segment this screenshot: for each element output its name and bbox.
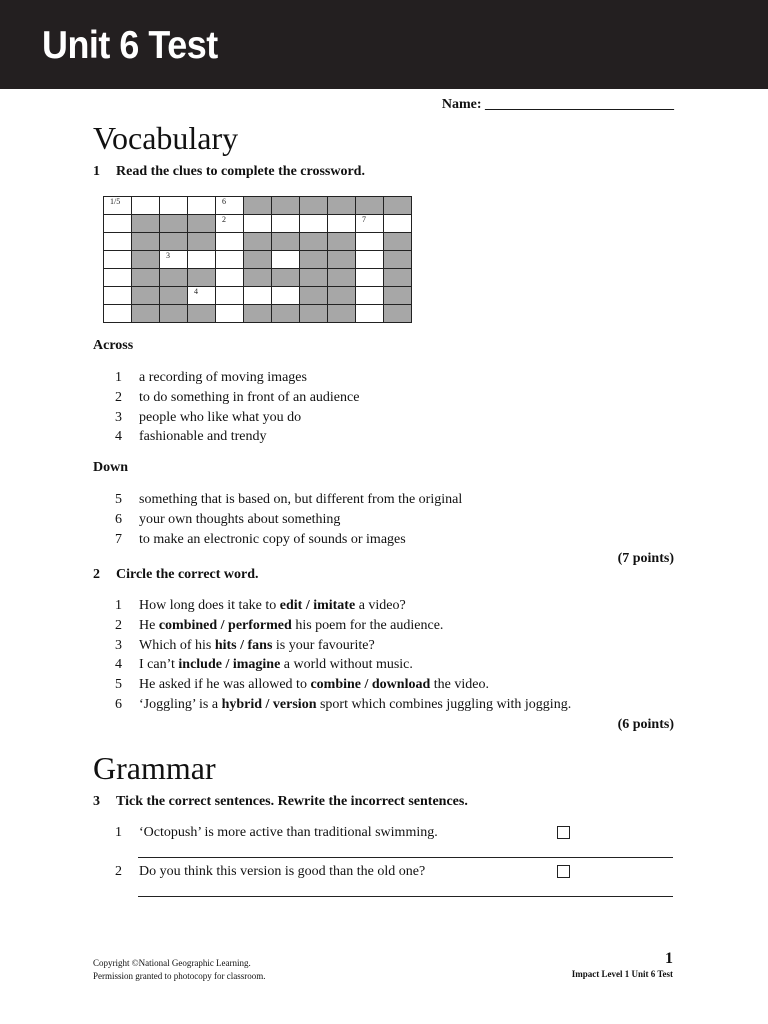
across-clue-number: 2 [115, 389, 122, 405]
crossword-block [188, 269, 216, 287]
circle-word-item [115, 636, 571, 656]
crossword-block [132, 233, 160, 251]
crossword-block [384, 197, 412, 215]
crossword-cell[interactable] [216, 215, 244, 233]
crossword-cell[interactable] [216, 233, 244, 251]
item-number: 6 [115, 696, 122, 712]
across-clue-text: to do something in front of an audience [139, 389, 360, 405]
sentence-after: is your favourite? [272, 637, 375, 653]
crossword-block [328, 233, 356, 251]
crossword-cell[interactable] [216, 197, 244, 215]
item-number: 4 [115, 657, 122, 673]
crossword-cell[interactable] [356, 305, 384, 323]
across-clue [115, 408, 359, 428]
crossword-cell[interactable] [384, 215, 412, 233]
crossword-clue-number: 7 [362, 215, 366, 224]
answer-line[interactable] [138, 857, 673, 858]
crossword-block [272, 269, 300, 287]
crossword-block [132, 305, 160, 323]
crossword-cell[interactable] [216, 305, 244, 323]
circle-word-item [115, 655, 571, 675]
grammar-item-number: 1 [115, 825, 122, 840]
crossword-cell[interactable] [300, 215, 328, 233]
crossword-cell[interactable] [356, 251, 384, 269]
crossword-clue-number: 3 [166, 251, 170, 260]
sentence-after: the video. [430, 677, 489, 693]
sentence-after: his poem for the audience. [291, 617, 444, 633]
down-heading: Down [93, 460, 129, 475]
down-clue [115, 510, 462, 530]
crossword-block [188, 305, 216, 323]
item-number: 3 [115, 637, 122, 653]
grammar-item-number: 2 [115, 864, 122, 879]
crossword-block [160, 233, 188, 251]
exercise-2-instruction: Circle the correct word. [116, 567, 259, 582]
down-clue-number: 5 [115, 492, 122, 507]
crossword-block [300, 269, 328, 287]
crossword-clue-number: 1/5 [110, 197, 121, 206]
crossword-block [328, 287, 356, 305]
copyright-text: Copyright ©National Geographic Learning. [93, 958, 251, 968]
word-choice[interactable]: include / imagine [178, 657, 281, 673]
sentence-before: How long does it take to [139, 598, 280, 613]
permission-text: Permission granted to photocopy for classroom. [93, 970, 266, 981]
crossword-cell[interactable] [160, 251, 188, 269]
circle-word-item [115, 675, 571, 695]
crossword-cell[interactable] [188, 251, 216, 269]
crossword-cell[interactable] [132, 197, 160, 215]
across-clue [115, 388, 359, 408]
exercise-2-title [93, 567, 259, 583]
across-clue-number: 4 [115, 429, 122, 445]
crossword-cell[interactable] [104, 287, 132, 305]
answer-line[interactable] [138, 896, 673, 897]
crossword-block [328, 305, 356, 323]
grammar-item [115, 864, 425, 880]
sentence-before: Which of his [139, 637, 215, 653]
sentence-before: He asked if he was allowed to [139, 677, 311, 693]
crossword-cell[interactable] [104, 233, 132, 251]
crossword-grid [103, 196, 412, 323]
crossword-cell[interactable] [104, 215, 132, 233]
crossword-cell[interactable] [356, 269, 384, 287]
title-banner [0, 0, 768, 89]
crossword-cell[interactable] [328, 215, 356, 233]
exercise-3-title [93, 794, 468, 810]
crossword-cell[interactable] [272, 251, 300, 269]
crossword-cell[interactable] [160, 197, 188, 215]
test-label: Impact Level 1 Unit 6 Test [571, 969, 673, 979]
crossword-block [384, 305, 412, 323]
crossword-block [132, 251, 160, 269]
sentence-before: I can’t [139, 657, 179, 673]
word-choice[interactable]: hybrid / version [221, 696, 317, 712]
crossword-block [328, 197, 356, 215]
tick-checkbox[interactable] [557, 865, 570, 878]
name-field: Name: ___________________________ [441, 97, 674, 112]
footer-copyright [93, 957, 265, 982]
tick-checkbox[interactable] [557, 826, 570, 839]
exercise-1-points: (7 points) [617, 551, 674, 566]
crossword-block [244, 305, 272, 323]
grammar-heading: Grammar [93, 750, 216, 786]
exercise-1-instruction: Read the clues to complete the crossword. [116, 164, 365, 179]
crossword-cell[interactable] [188, 287, 216, 305]
circle-word-item [115, 596, 571, 616]
across-clue-number: 3 [115, 409, 122, 425]
word-choice[interactable]: combine / download [310, 677, 431, 693]
crossword-cell[interactable] [356, 287, 384, 305]
across-clue-text: people who like what you do [139, 409, 302, 425]
sentence-after: a world without music. [280, 657, 413, 673]
crossword-cell[interactable] [104, 269, 132, 287]
across-heading: Across [93, 338, 134, 353]
crossword-block [356, 197, 384, 215]
crossword-block [160, 305, 188, 323]
crossword-block [300, 233, 328, 251]
crossword-block [384, 233, 412, 251]
item-number: 1 [115, 598, 122, 613]
crossword-cell[interactable] [216, 251, 244, 269]
crossword-cell[interactable] [244, 215, 272, 233]
down-clue [115, 490, 462, 510]
word-choice[interactable]: hits / fans [214, 637, 273, 653]
exercise-2-list [115, 596, 571, 715]
exercise-2-points: (6 points) [617, 717, 674, 732]
down-clue-number: 7 [115, 531, 122, 547]
crossword-block [188, 233, 216, 251]
across-clue-list [115, 368, 359, 447]
crossword-cell[interactable] [272, 215, 300, 233]
crossword-block [132, 215, 160, 233]
crossword-block [300, 305, 328, 323]
word-choice[interactable]: combined / performed [158, 617, 292, 633]
crossword-block [272, 233, 300, 251]
crossword-cell[interactable] [244, 287, 272, 305]
down-clue [115, 530, 462, 550]
circle-word-item [115, 695, 571, 715]
crossword-block [160, 287, 188, 305]
down-clue-text: something that is based on, but different from the original [139, 492, 463, 507]
crossword-block [244, 197, 272, 215]
across-clue [115, 368, 359, 388]
crossword-cell[interactable] [188, 197, 216, 215]
crossword-block [132, 269, 160, 287]
page-title: Unit 6 Test [42, 24, 218, 67]
sentence-after: a video? [355, 598, 406, 613]
crossword-block [132, 287, 160, 305]
crossword-block [272, 197, 300, 215]
exercise-3-instruction: Tick the correct sentences. Rewrite the incorrect sentences. [116, 794, 468, 809]
crossword-block [188, 215, 216, 233]
crossword-block [272, 305, 300, 323]
crossword-cell[interactable] [356, 233, 384, 251]
page-number: 1 [665, 950, 673, 967]
crossword-block [384, 287, 412, 305]
exercise-2-number: 2 [93, 567, 100, 582]
crossword-block [384, 269, 412, 287]
across-clue-text: a recording of moving images [139, 370, 307, 385]
crossword-clue-number: 6 [222, 197, 226, 206]
crossword-block [244, 251, 272, 269]
crossword-cell[interactable] [216, 287, 244, 305]
exercise-3-number: 3 [93, 794, 100, 809]
crossword-block [160, 215, 188, 233]
crossword-cell[interactable] [104, 197, 132, 215]
crossword-block [300, 287, 328, 305]
crossword-block [300, 251, 328, 269]
across-clue-number: 1 [115, 370, 122, 385]
across-clue-text: fashionable and trendy [139, 429, 267, 445]
crossword-clue-number: 4 [194, 287, 198, 296]
sentence-before: ‘Joggling’ is a [139, 696, 222, 712]
crossword-block [244, 269, 272, 287]
crossword-cell[interactable] [104, 251, 132, 269]
exercise-1-title [93, 164, 365, 180]
sentence-before: He [139, 617, 159, 633]
down-clue-text: to make an electronic copy of sounds or images [139, 531, 406, 547]
grammar-item-text: ‘Octopush’ is more active than traditional swimming. [139, 825, 438, 840]
crossword-block [328, 269, 356, 287]
crossword-clue-number: 2 [222, 215, 226, 224]
item-number: 2 [115, 617, 122, 633]
down-clue-number: 6 [115, 511, 122, 527]
crossword-cell[interactable] [104, 305, 132, 323]
crossword-cell[interactable] [216, 269, 244, 287]
circle-word-item [115, 616, 571, 636]
item-number: 5 [115, 677, 122, 693]
crossword-cell[interactable] [356, 215, 384, 233]
vocabulary-heading: Vocabulary [93, 120, 239, 156]
word-choice[interactable]: edit / imitate [279, 598, 356, 613]
down-clue-text: your own thoughts about something [139, 511, 341, 527]
sentence-after: sport which combines juggling with jogging. [316, 696, 572, 712]
crossword-block [160, 269, 188, 287]
crossword-block [244, 233, 272, 251]
down-clue-list [115, 490, 462, 549]
across-clue [115, 427, 359, 447]
crossword-block [328, 251, 356, 269]
crossword-cell[interactable] [272, 287, 300, 305]
crossword-block [300, 197, 328, 215]
crossword-block [384, 251, 412, 269]
grammar-item-text: Do you think this version is good than the old one? [139, 864, 426, 879]
grammar-item [115, 825, 438, 841]
exercise-1-number: 1 [93, 164, 100, 179]
